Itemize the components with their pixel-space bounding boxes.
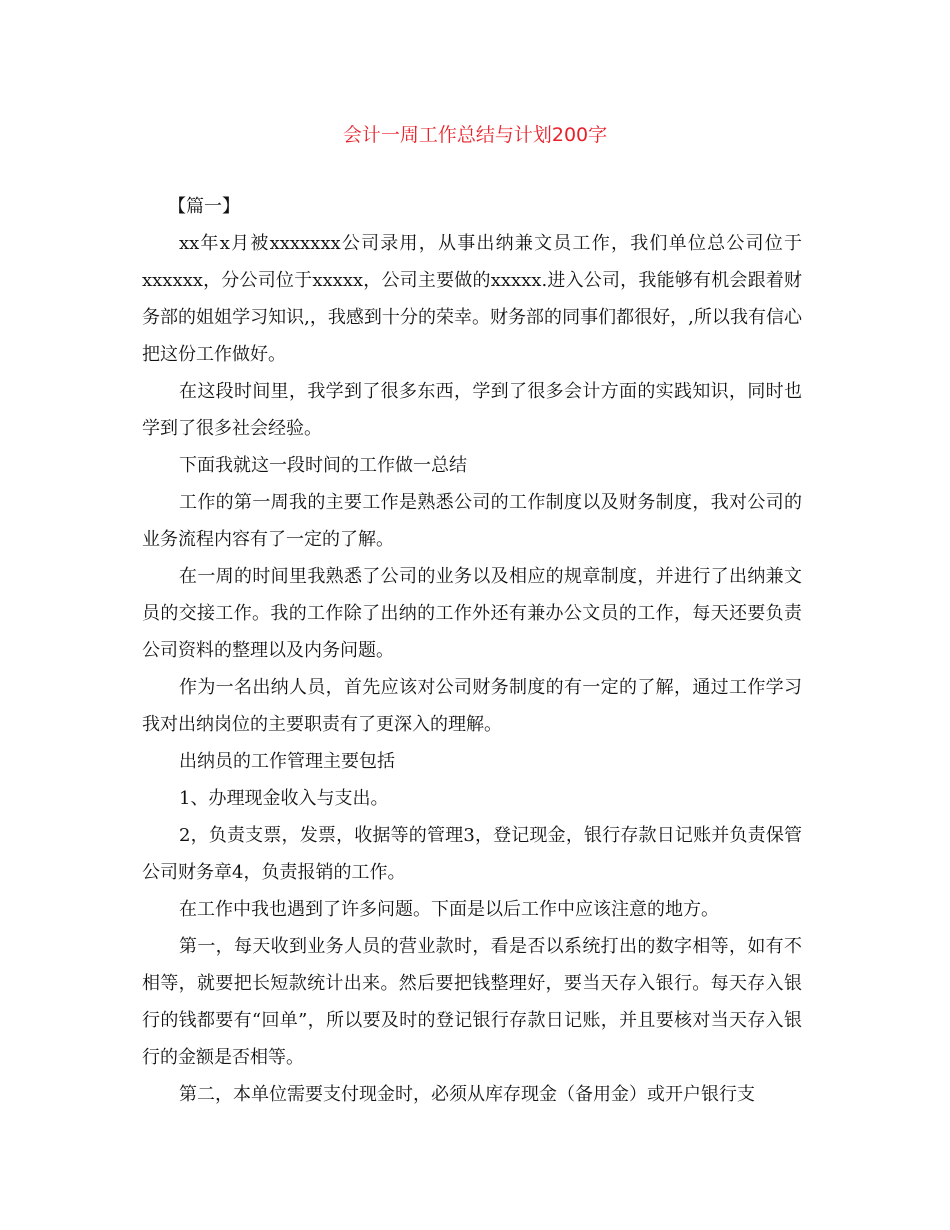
- document-title: 会计一周工作总结与计划200字: [342, 124, 608, 146]
- paragraph: 作为一名出纳人员，首先应该对公司财务制度的有一定的了解，通过工作学习我对出纳岗位的主要职责有了更深入的理解。: [142, 677, 802, 735]
- paragraph: 在这段时间里，我学到了很多东西，学到了很多会计方面的实践知识，同时也学到了很多社会经验。: [142, 381, 802, 439]
- list-item: 2，负责支票，发票，收据等的管理3，登记现金，银行存款日记账并负责保管公司财务章4，负责报销的工作。: [142, 825, 802, 883]
- paragraph: 在工作中我也遇到了许多问题。下面是以后工作中应该注意的地方。: [179, 899, 719, 920]
- paragraph: 在一周的时间里我熟悉了公司的业务以及相应的规章制度，并进行了出纳兼文员的交接工作。我的工作除了出纳的工作外还有兼办公文员的工作，每天还要负责公司资料的整理以及内务问题。: [142, 566, 802, 661]
- list-item: 1、办理现金收入与支出。: [179, 788, 389, 809]
- paragraph: 下面我就这一段时间的工作做一总结: [179, 455, 467, 476]
- paragraph: 工作的第一周我的主要工作是熟悉公司的工作制度以及财务制度，我对公司的业务流程内容有了一定的了解。: [142, 492, 802, 550]
- section-heading: 【篇一】: [168, 196, 240, 217]
- paragraph: 出纳员的工作管理主要包括: [179, 751, 395, 772]
- paragraph: 第一，每天收到业务人员的营业款时，看是否以系统打出的数字相等，如有不相等，就要把长短款统计出来。然后要把钱整理好，要当天存入银行。每天存入银行的钱都要有“回单”，所以要及时的登记银行存款日记账，并且要核对当天存入银行的金额是否相等。: [142, 936, 802, 1068]
- document-body: [142, 188, 802, 1113]
- paragraph: xx年x月被xxxxxxx公司录用，从事出纳兼文员工作，我们单位总公司位于xxxxxx，分公司位于xxxxx，公司主要做的xxxxx.进入公司，我能够有机会跟着财务部的姐姐学习知识,，我感到十分的荣幸。财务部的同事们都很好，,所以我有信心把这份工作做好。: [142, 233, 803, 365]
- paragraph: 第二，本单位需要支付现金时，必须从库存现金（备用金）或开户银行支: [179, 1084, 755, 1105]
